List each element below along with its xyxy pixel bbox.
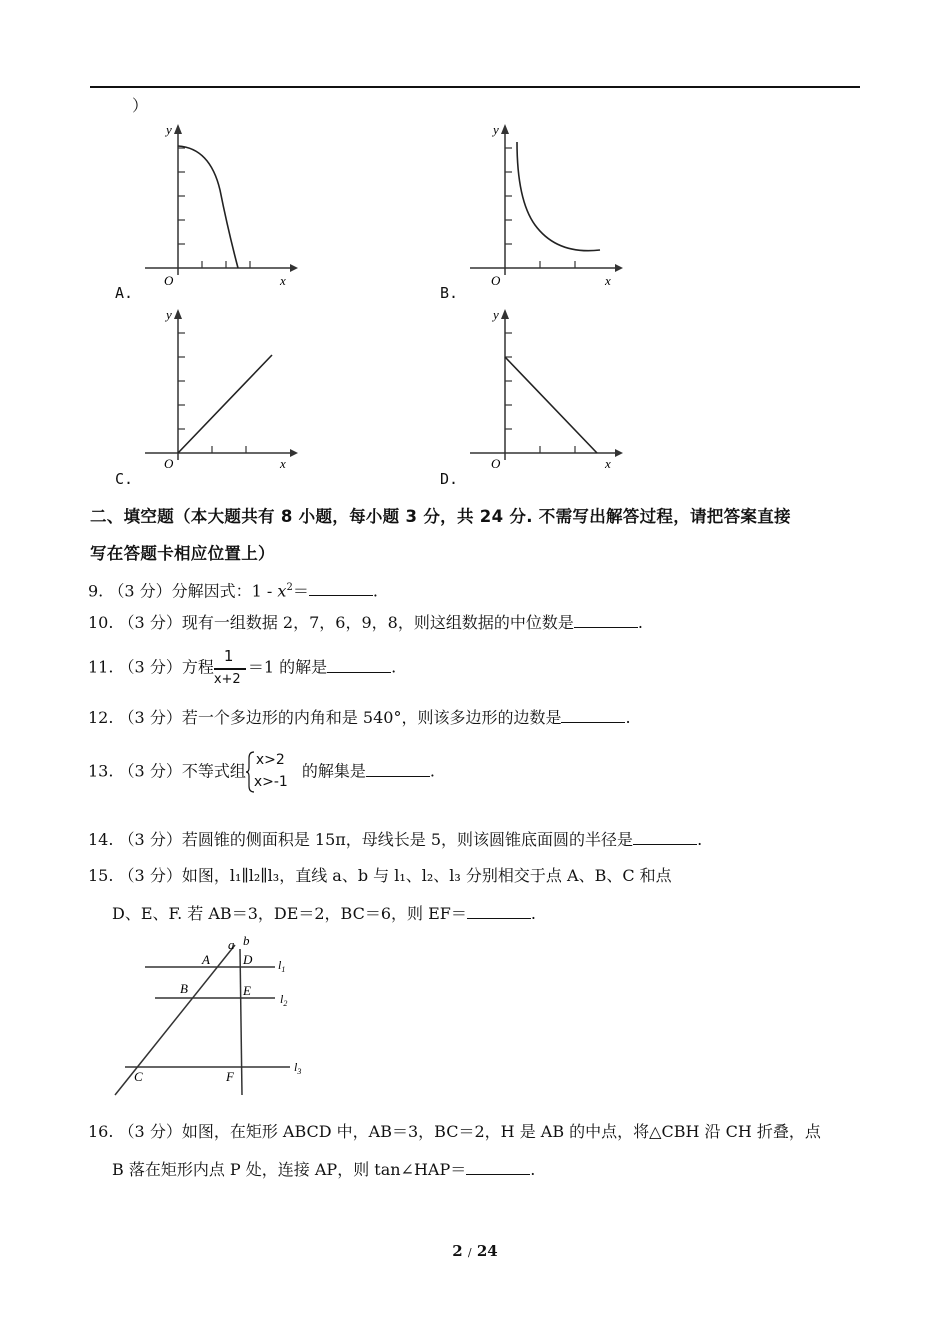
option-a-label: A. — [115, 284, 134, 302]
graph-b — [465, 120, 625, 288]
svg-text:x: x — [605, 273, 611, 288]
svg-text:F: F — [226, 1069, 234, 1084]
svg-text:C: C — [134, 1069, 143, 1084]
option-b-label: B. — [440, 284, 459, 302]
svg-text:l3: $l_3$ — [294, 1060, 302, 1076]
svg-text:O: O — [164, 273, 174, 288]
answer-blank-15[interactable] — [467, 904, 531, 919]
question-10: 10. （3 分）现有一组数据 2，7，6，9，8，则这组数据的中位数是 . — [88, 613, 643, 632]
answer-blank-13[interactable] — [366, 762, 430, 777]
graph-d — [465, 305, 625, 471]
question-16-line1: 16. （3 分）如图，在矩形 ABCD 中，AB＝3，BC＝2，H 是 AB 的中点，将△CBH 沿 CH 折叠，点 — [88, 1122, 821, 1141]
answer-blank-14[interactable] — [633, 830, 697, 845]
svg-text:y: y — [166, 307, 172, 322]
svg-text:x: x — [280, 456, 286, 471]
answer-blank-16[interactable] — [466, 1160, 530, 1175]
graph-a — [140, 120, 300, 288]
question-9: 9. （3 分）分解因式：$1 - x^2=$ . — [88, 581, 378, 601]
svg-text:a: a — [228, 937, 235, 952]
option-d-label: D. — [440, 470, 459, 488]
svg-text:x: x — [605, 456, 611, 471]
question-16-line2: B 落在矩形内点 P 处，连接 AP，则 tan∠HAP＝ . — [112, 1160, 536, 1179]
question-11: 11. （3 分）方程 $\frac{1}{x+2}$ ＝1 的解是 . — [88, 647, 397, 687]
option-c-label: C. — [115, 470, 134, 488]
svg-text:b: b — [243, 933, 250, 948]
section-title-line2: 写在答题卡相应位置上） — [90, 544, 275, 563]
svg-text:l1: $l_1$ — [278, 958, 286, 974]
svg-text:x: x — [280, 273, 286, 288]
svg-text:E: E — [243, 983, 251, 998]
svg-text:A: A — [202, 952, 210, 967]
svg-text:O: O — [491, 456, 501, 471]
answer-blank-9[interactable] — [309, 581, 373, 596]
stray-paren: ） — [132, 96, 149, 115]
page-number: 2 / 24 — [452, 1242, 498, 1260]
svg-text:O: O — [164, 456, 174, 471]
svg-text:D: D — [243, 952, 253, 967]
svg-text:B: B — [180, 981, 188, 996]
graph-c — [140, 305, 300, 471]
question-15-line2: D、E、F. 若 AB＝3，DE＝2，BC＝6，则 EF＝ . — [112, 904, 536, 923]
question-12: 12. （3 分）若一个多边形的内角和是 540°，则该多边形的边数是 . — [88, 708, 631, 727]
parallel-lines-figure — [110, 935, 320, 1105]
question-14: 14. （3 分）若圆锥的侧面积是 15π，母线长是 5，则该圆锥底面圆的半径是 . — [88, 830, 703, 849]
svg-text:y: y — [493, 122, 499, 137]
fraction: $\frac{1}{x+2}$ — [214, 648, 248, 688]
inequality-system: x>2 x>-1 — [246, 750, 302, 794]
svg-text:O: O — [491, 273, 501, 288]
header-rule — [90, 86, 860, 88]
answer-blank-11[interactable] — [327, 658, 391, 673]
svg-text:y: y — [166, 122, 172, 137]
svg-text:y: y — [493, 307, 499, 322]
question-15-line1: 15. （3 分）如图，l₁∥l₂∥l₃，直线 a、b 与 l₁、l₂、l₃ 分别相交于点 A、B、C 和点 — [88, 866, 672, 885]
svg-text:l2: $l_2$ — [280, 992, 288, 1008]
answer-blank-12[interactable] — [561, 708, 625, 723]
section-title-line1: 二、填空题（本大题共有 8 小题，每小题 3 分，共 24 分. 不需写出解答过程，请把答案直接 — [90, 507, 791, 526]
answer-blank-10[interactable] — [574, 613, 638, 628]
question-13: 13. （3 分）不等式组 x>2 x>-1 的解集是 . — [88, 750, 435, 794]
